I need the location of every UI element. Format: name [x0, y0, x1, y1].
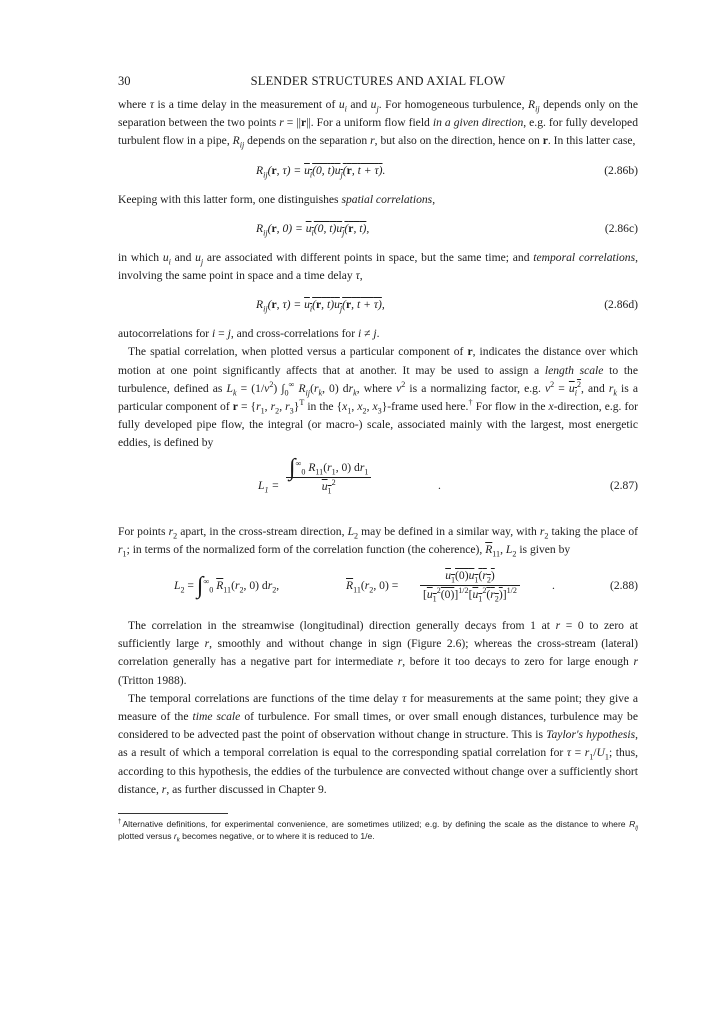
equation-2-86d: $R_{ij}(r$, $\tau) = u_i(r$, $t)u_j(r$, t + τ), (2.86d): [256, 298, 638, 314]
book-page: [118, 72, 638, 842]
page-number: 30: [118, 74, 131, 88]
equation-number: (2.86c): [604, 221, 638, 235]
footnote-rule: [118, 813, 228, 814]
paragraph-8: The temporal correlations are functions of the time delay τ for measurements at the same point; they give a measure of the time scale of turbulence. For small times, or over small enough distances, turbulence may be considered to be advected past the point of observation without change in structure. This is Taylor's hypothesis, as a result of which a temporal correlation is equal to the corresponding spatial correlation for $\tau = r_1/U_1$; thus, according to this hypothesis, the eddies of the turbulence are convected without change over a sufficiently short distance, r, as further discussed in Chapter 9.: [118, 691, 638, 796]
paragraph-2: Keeping with this latter form, one distinguishes spatial correlations,: [118, 192, 436, 206]
paragraph-4: autocorrelations for i = j, and cross-correlations for i ≠ j.: [118, 327, 380, 341]
paragraph-7: The correlation in the streamwise (longitudinal) direction generally decays from 1 at r = 0 to zero at sufficiently large r, smoothly and without change in sign (Figure 2.6); whereas the cross-stream (lateral) correlation generally has a negative part for intermediate r, before it too decays to zero for large enough r (Tritton 1988).: [118, 619, 638, 687]
equation-2-88: $L_2 = \int^\infty_0$ $\overline{R}_{11}(r_2$, 0) $dr_2$, $\overline{R}_{11}(r_2$, 0) = $\frac{u_1(0)u_1(r_2)}{[u_1^2(0)]^{1/2}[u_1^2(r_2)]^{1/2}}$ . (2.88): [174, 569, 638, 604]
equation-number: (2.87): [609, 478, 638, 492]
equation-2-86b: $R_{ij}(r$, $\tau) = u_i(0$, $t)u_j(r$, t + τ). (2.86b): [256, 163, 638, 179]
equation-number: (2.88): [609, 579, 638, 593]
paragraph-1: where τ is a time delay in the measurement of $u_i$ and $u_j$. For homogeneous turbulence, $R_{ij}$ depends only on the separation between the two points r = ||r||. For a uniform flow field in a given direction, e.g. for fully developed turbulent flow in a pipe, $R_{ij}$ depends on the separation r, but also on the direction, hence on r. In this latter case,: [118, 98, 638, 150]
equation-2-87: $L_1$ = $\frac{\int^\infty_0 R_{11}(r_1, 0) dr_1}{u_1^2}$ . (2.87): [258, 454, 638, 496]
page-header: [118, 72, 638, 96]
equation-2-86c: $R_{ij}(r$, $0) = u_i(0$, $t)u_j(r$, t), (2.86c): [256, 221, 638, 238]
footnote: †Alternative definitions, for experimental convenience, are sometimes utilized; e.g. by defining the scale as the distance to where $R_{ij}$ plotted versus $r_k$ becomes negative, or to where it is reduced to 1/e.: [118, 819, 638, 844]
equation-number: (2.86b): [604, 163, 638, 177]
running-title: SLENDER STRUCTURES AND AXIAL FLOW: [250, 74, 506, 88]
paragraph-6: For points $r_2$ apart, in the cross-stream direction, $L_2$ may be defined in a similar way, with $r_2$ taking the place of $r_1$; in terms of the normalized form of the correlation function (the coherence), $\overline{R}_{11}$, $L_2$ is given by: [118, 524, 638, 559]
paragraph-5: The spatial correlation, when plotted versus a particular component of r, indicates the distance over which motion at one point significantly affects that at another. It may be used to assign a length scale to the turbulence, defined as $L_k = (1/v^2)$ $\int_0^\infty$ $R_{ij}(r_k$, 0) $dr_k$, where $v^2$ is a normalizing factor, e.g. $v^2 = u_i^2$, and $r_k$ is a particular component of $r = \{r_1$, $r_2$, $r_3\}^T$ in the {$x_1$, $x_2$, $x_3$}-frame used here.† For flow in the x-direction, e.g. for fully developed pipe flow, the integral (or macro-) scale, associated mainly with the largest, most energetic eddies, is defined by: [118, 345, 639, 450]
paragraph-3: in which $u_i$ and $u_j$ are associated with different points in space, but the same time; and temporal correlations, involving the same point in space and a time delay τ,: [118, 250, 638, 283]
equation-number: (2.86d): [604, 298, 638, 312]
